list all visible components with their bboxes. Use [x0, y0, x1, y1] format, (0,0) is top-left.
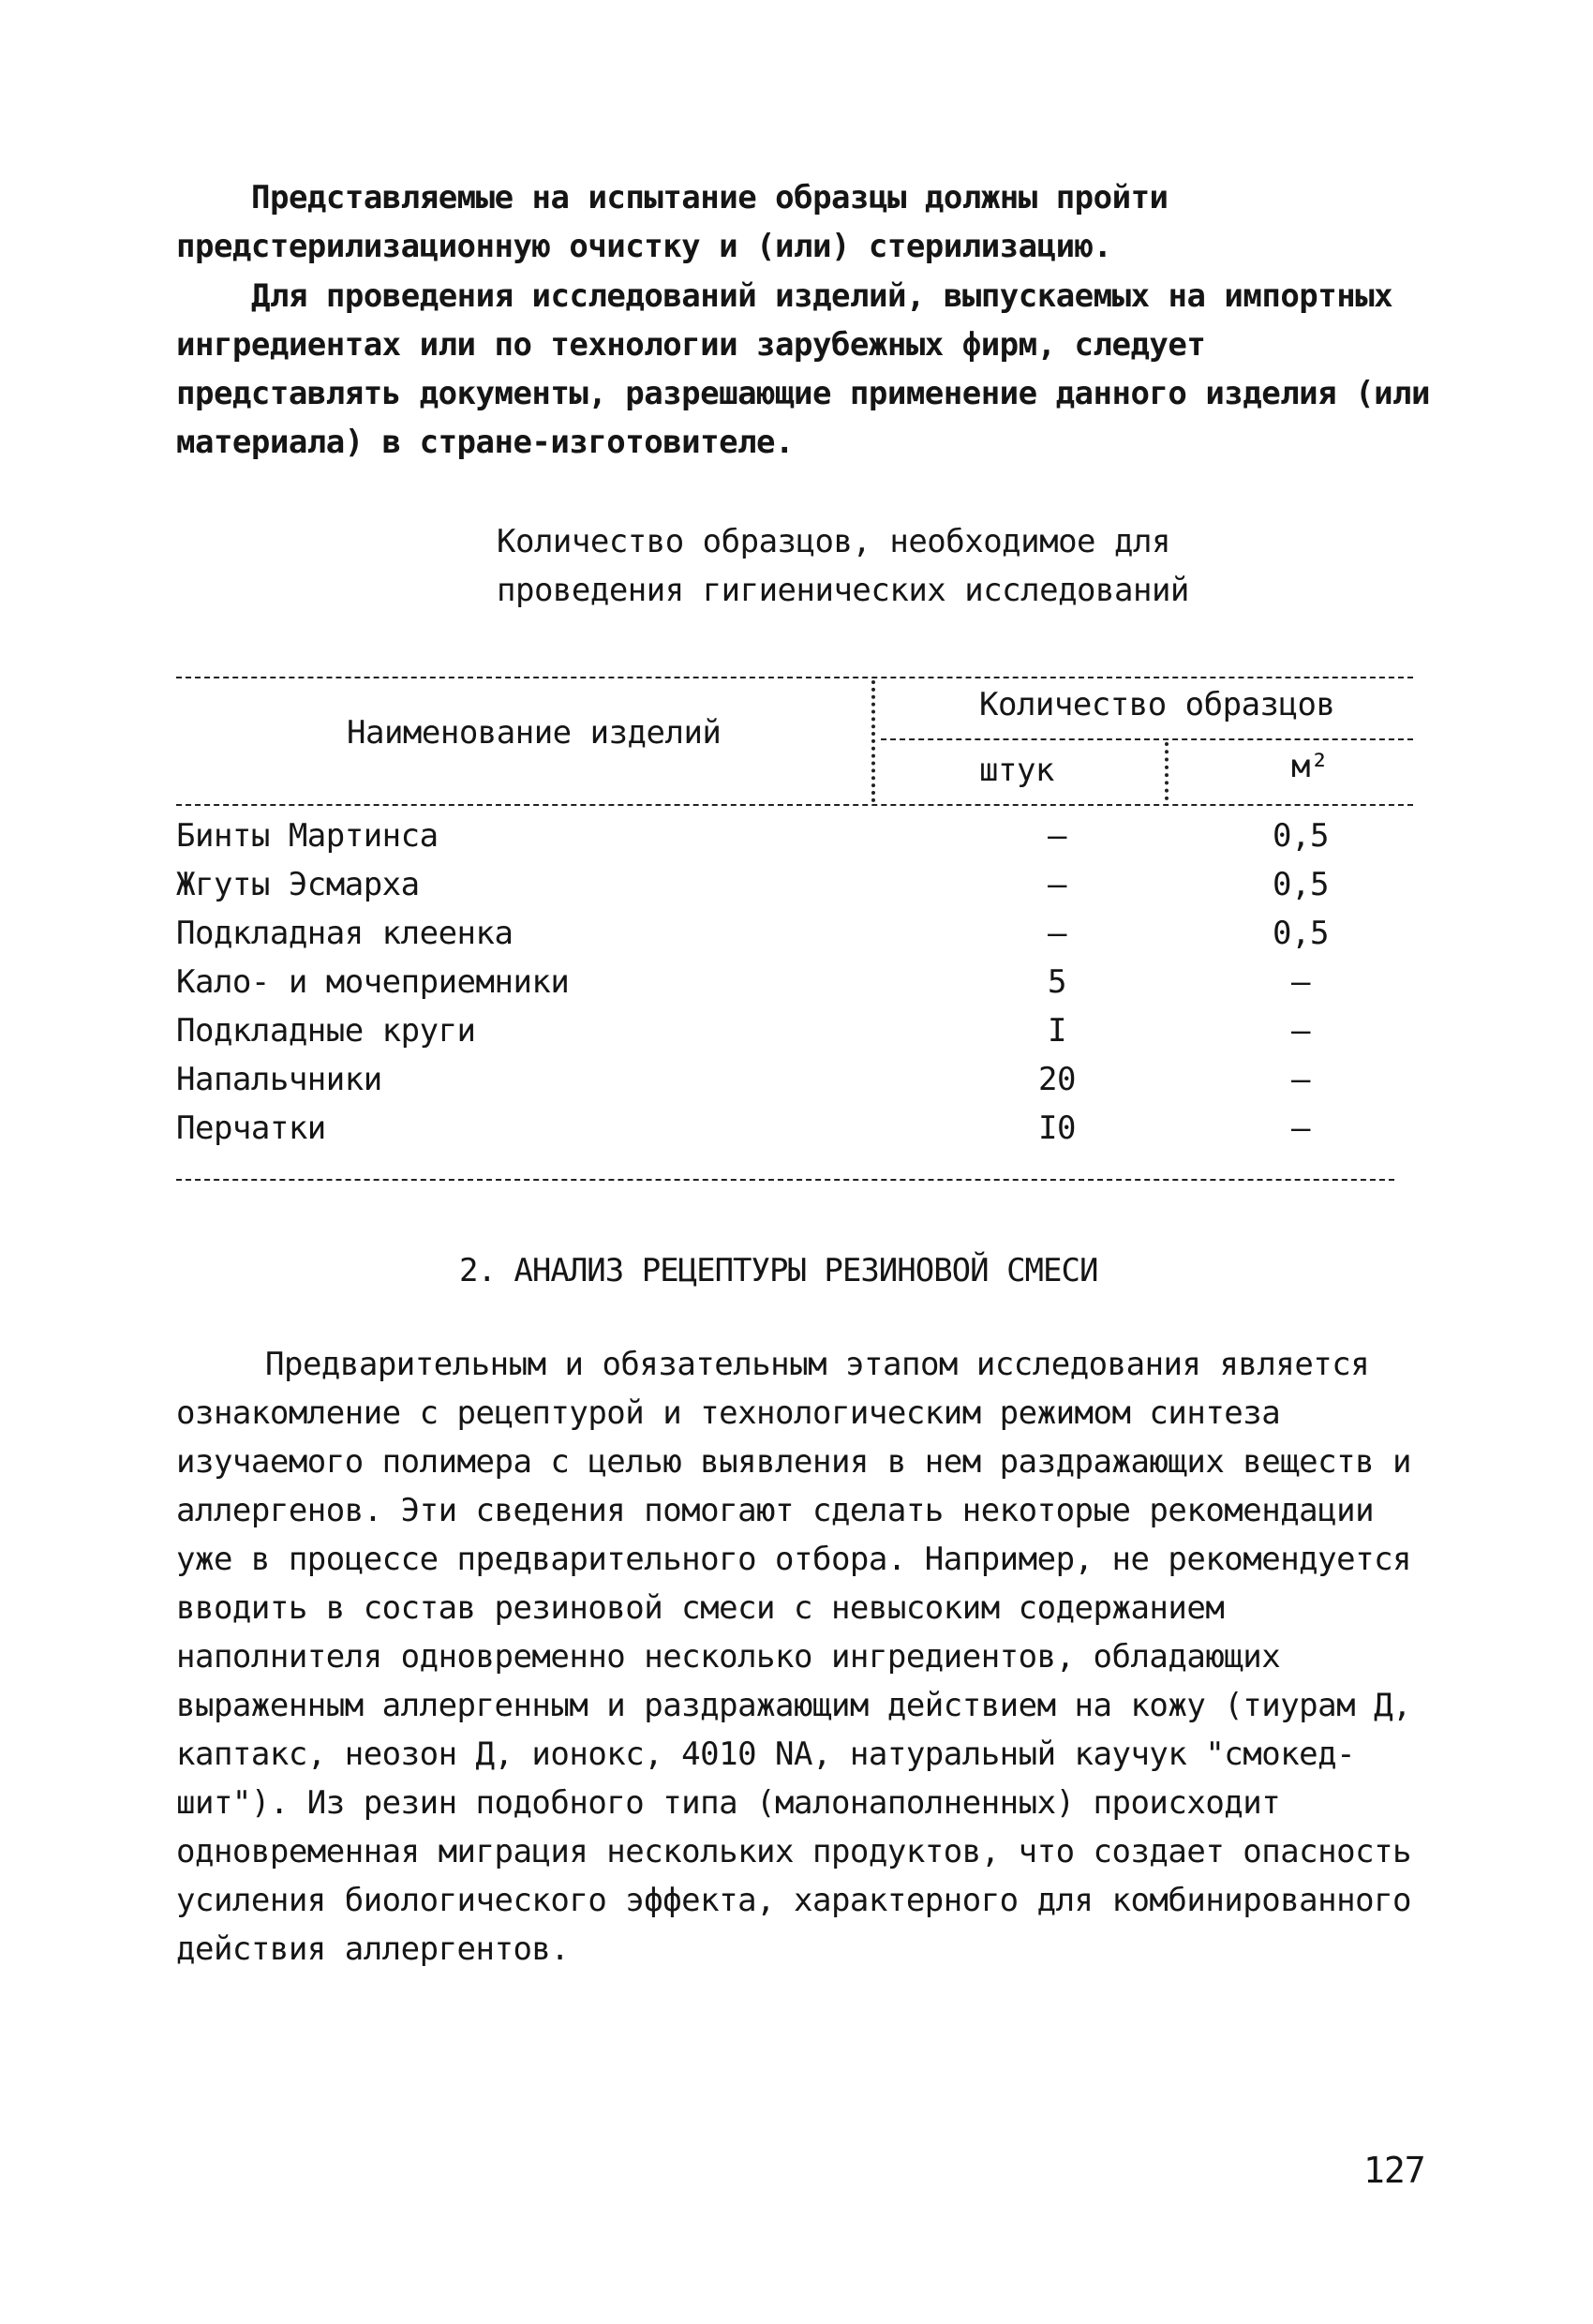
table-caption-line-2: проведения гигиенических исследований — [497, 572, 1189, 609]
header-count: штук — [979, 752, 1054, 789]
row-count: – — [1048, 866, 1066, 903]
table-row — [176, 958, 1413, 1006]
header-name: Наименование изделий — [347, 714, 722, 752]
table-top-rule — [176, 677, 1413, 678]
row-count: I — [1048, 1012, 1066, 1050]
row-name: Кало- и мочеприемники — [176, 963, 570, 1001]
row-area: 0,5 — [1273, 915, 1329, 952]
table-row — [176, 1055, 1413, 1104]
row-name: Жгуты Эсмарха — [176, 866, 420, 903]
row-count: – — [1048, 915, 1066, 952]
row-area: – — [1291, 1061, 1310, 1098]
section-heading: 2. АНАЛИЗ РЕЦЕПТУРЫ РЕЗИНОВОЙ СМЕСИ — [459, 1252, 1098, 1289]
table-row — [176, 909, 1413, 958]
row-area: 0,5 — [1273, 866, 1329, 903]
section-paragraph-text: Предварительным и обязательным этапом исследования является ознакомление с рецептурой и технологическим режимом синтеза изучаемого полимера с целью выявления в нем раздражающих веществ и аллергенов. Эти сведения помогают сделать некоторые рекомендации уже в процессе предварительного отбора. Например, не рекомендуется вводить в состав резиновой смеси с невысоким содержанием наполнителя одновременно несколько ингредиентов, обладающих выраженным аллергенным и раздражающим действием на кожу (тиурам Д, каптакс, неозон Д, ионокс, 4010 NA, натуральный каучук "смокед-шит"). Из резин подобного типа (малонаполненных) происходит одновременная миграция нескольких продуктов, что создает опасность усиления биологического эффекта, характерного для комбинированного действия аллергентов. — [176, 1346, 1412, 1968]
table-row — [176, 860, 1413, 909]
table-row — [176, 1006, 1413, 1055]
row-count: – — [1048, 817, 1066, 855]
row-name: Подкладная клеенка — [176, 915, 514, 952]
row-name: Бинты Мартинса — [176, 817, 439, 855]
table-row — [176, 812, 1413, 860]
header-separator-left — [871, 680, 875, 802]
table-row — [176, 1104, 1413, 1153]
row-name: Напальчники — [176, 1061, 382, 1098]
table-bottom-rule — [176, 1179, 1394, 1181]
header-bottom-rule — [176, 804, 1413, 806]
row-area: – — [1291, 963, 1310, 1001]
row-area: – — [1291, 1012, 1310, 1050]
table-caption-line-1: Количество образцов, необходимое для — [497, 523, 1170, 560]
header-separator-right — [1165, 742, 1169, 800]
header-group: Количество образцов — [979, 686, 1335, 723]
intro-paragraph-2-text: Для проведения исследований изделий, выпускаемых на импортных ингредиентах или по технологии зарубежных фирм, следует представлять документы, разрешающие применение данного изделия (или материала) в стране-изготовителе. — [176, 277, 1430, 461]
row-count: 20 — [1038, 1061, 1076, 1098]
section-paragraph — [176, 1340, 1441, 1974]
row-area: – — [1291, 1110, 1310, 1147]
row-name: Подкладные круги — [176, 1012, 476, 1050]
intro-paragraph-2 — [176, 272, 1441, 467]
row-name: Перчатки — [176, 1110, 326, 1147]
row-area: 0,5 — [1273, 817, 1329, 855]
page-number: 127 — [1363, 2150, 1425, 2191]
header-area: м² — [1291, 748, 1329, 785]
row-count: I0 — [1038, 1110, 1076, 1147]
intro-paragraph-1-text: Представляемые на испытание образцы должны пройти предстерилизационную очистку и (или) стерилизацию. — [176, 179, 1169, 265]
intro-paragraph-1 — [176, 173, 1441, 271]
row-count: 5 — [1048, 963, 1066, 1001]
header-group-rule — [881, 738, 1413, 740]
